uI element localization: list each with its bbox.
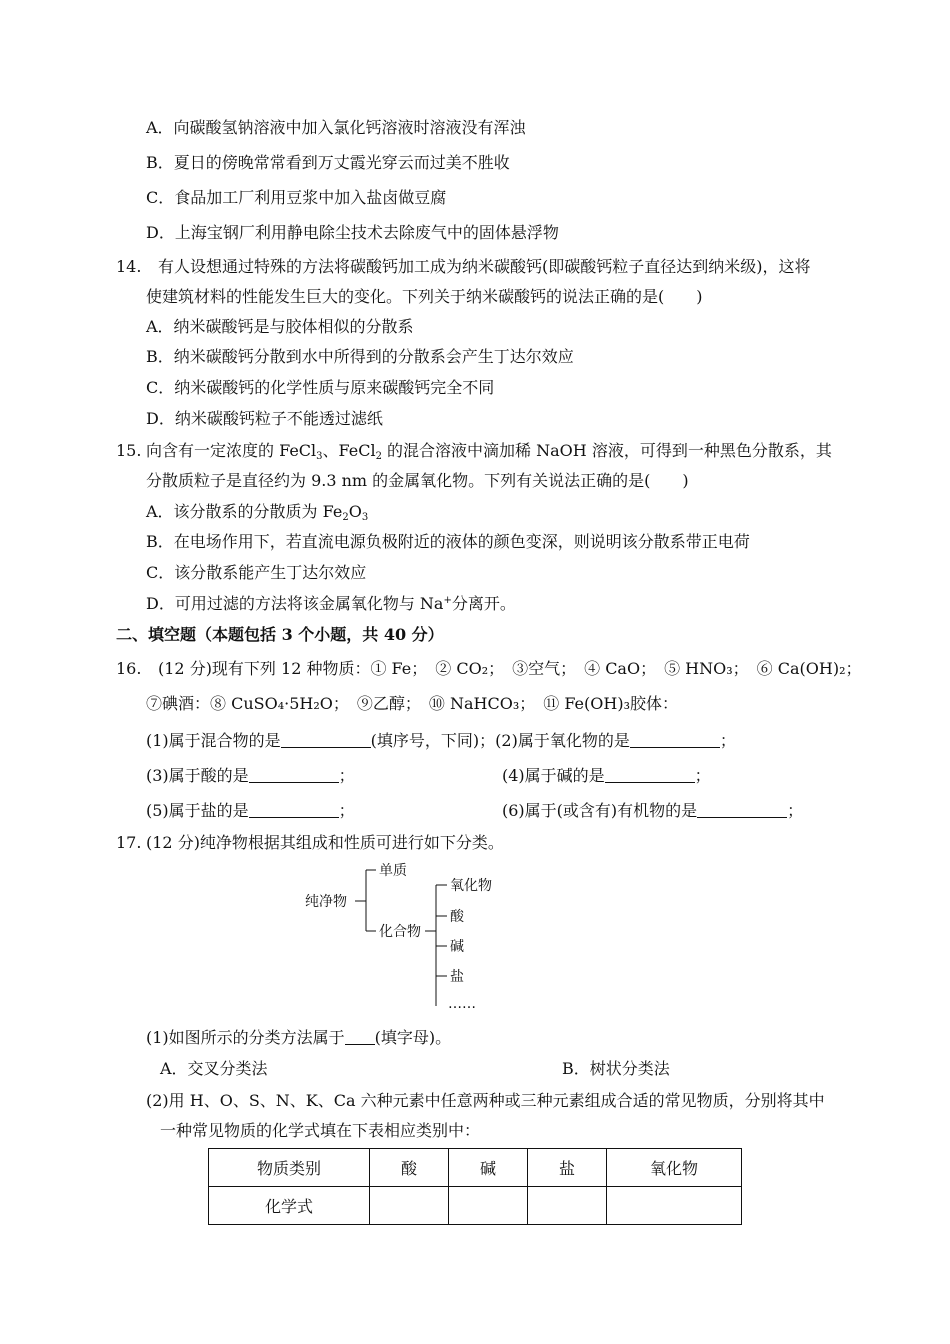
tree-leaf-oxide: 氧化物 <box>450 878 492 894</box>
q14-stem-line1: 有人设想通过特殊的方法将碳酸钙加工成为纳米碳酸钙(即碳酸钙粒子直径达到纳米级)，这将 <box>158 257 811 276</box>
q14-number: 14. <box>116 257 142 276</box>
table-cell-salt[interactable] <box>528 1187 607 1225</box>
q14-option-a: A．纳米碳酸钙是与胶体相似的分散系 <box>146 317 414 336</box>
answer-blank-7[interactable] <box>345 1028 375 1045</box>
q17-part2-line1: (2)用 H、O、S、N、K、Ca 六种元素中任意两种或三种元素组成合适的常见物质，分别将其中 <box>146 1091 825 1110</box>
table-header-base: 碱 <box>449 1149 528 1187</box>
section-title: 二、填空题（本题包括 3 个小题，共 40 分） <box>116 625 444 644</box>
q14-option-d: D．纳米碳酸钙粒子不能透过滤纸 <box>146 409 383 428</box>
q14-stem-line2: 使建筑材料的性能发生巨大的变化。下列关于纳米碳酸钙的说法正确的是( ) <box>146 287 703 306</box>
q13-option-b: B．夏日的傍晚常常看到万丈霞光穿云而过美不胜收 <box>146 153 510 172</box>
answer-blank-6[interactable] <box>697 801 787 818</box>
q15-option-c: C．该分散系能产生丁达尔效应 <box>146 563 367 582</box>
answer-blank-5[interactable] <box>249 801 339 818</box>
tree-leaf-salt: 盐 <box>450 969 464 985</box>
q15-option-a: A．该分散系的分散质为 $Fe_2O_3$ <box>146 502 369 523</box>
classification-tree-diagram <box>300 858 520 1018</box>
q13-option-c: C．食品加工厂利用豆浆中加入盐卤做豆腐 <box>146 188 447 207</box>
tree-leaf-acid: 酸 <box>450 909 464 925</box>
tree-leaf-base: 碱 <box>450 939 464 955</box>
q13-option-d: D．上海宝钢厂利用静电除尘技术去除废气中的固体悬浮物 <box>146 223 559 242</box>
table-cell-base[interactable] <box>449 1187 528 1225</box>
table-header-row <box>209 1149 742 1187</box>
q16-substances-line2: ⑦碘酒：⑧ CuSO₄·5H₂O； ⑨乙醇； ⑩ NaHCO₃； ⑪ Fe(OH)₃胶体： <box>146 694 678 713</box>
tree-branch-elements: 单质 <box>379 863 407 879</box>
table-header-acid: 酸 <box>370 1149 449 1187</box>
answer-blank-2[interactable] <box>630 731 720 748</box>
table-row <box>209 1187 742 1225</box>
q16-part1: (1)属于混合物的是 (填序号，下同)；(2)属于氧化物的是 ； <box>146 731 736 750</box>
q15-option-b: B．在电场作用下，若直流电源负极附近的液体的颜色变深，则说明该分散系带正电荷 <box>146 532 750 551</box>
classification-table <box>208 1148 742 1225</box>
q16-substances-line1: (12 分)现有下列 12 种物质：① Fe； ② CO₂； ③空气； ④ CaO； ⑤ HNO₃； ⑥ Ca(OH)₂； <box>158 659 862 678</box>
answer-blank-4[interactable] <box>605 766 695 783</box>
table-cell-acid[interactable] <box>370 1187 449 1225</box>
tree-leaf-etc: …… <box>448 996 476 1012</box>
q16-part4: (4)属于碱的是 ； <box>502 766 711 785</box>
table-header-oxide: 氧化物 <box>607 1149 742 1187</box>
q15-stem-line1: 向含有一定浓度的 FeCl$_3$、FeCl$_2$ 的混合溶液中滴加稀 NaOH 溶液，可得到一种黑色分散系，其 <box>146 441 832 462</box>
table-header-category: 物质类别 <box>209 1149 370 1187</box>
q15-number: 15. <box>116 441 142 460</box>
q15-stem-line2: 分散质粒子是直径约为 9.3 nm 的金属氧化物。下列有关说法正确的是( ) <box>146 471 689 490</box>
q17-stem: (12 分)纯净物根据其组成和性质可进行如下分类。 <box>146 833 504 852</box>
answer-blank-3[interactable] <box>249 766 339 783</box>
q16-part5: (5)属于盐的是 ； <box>146 801 355 820</box>
q13-option-a: A．向碳酸氢钠溶液中加入氯化钙溶液时溶液没有浑浊 <box>146 118 526 137</box>
answer-blank-1[interactable] <box>281 731 371 748</box>
tree-root: 纯净物 <box>305 894 347 910</box>
table-header-salt: 盐 <box>528 1149 607 1187</box>
q14-option-b: B．纳米碳酸钙分散到水中所得到的分散系会产生丁达尔效应 <box>146 347 574 366</box>
q17-number: 17. <box>116 833 142 852</box>
q16-number: 16. <box>116 659 142 678</box>
q14-option-c: C．纳米碳酸钙的化学性质与原来碳酸钙完全不同 <box>146 378 495 397</box>
q17-part2-line2: 一种常见物质的化学式填在下表相应类别中： <box>160 1121 481 1140</box>
q17-option-b: B．树状分类法 <box>562 1059 670 1078</box>
tree-branch-compounds: 化合物 <box>379 924 421 940</box>
table-cell-oxide[interactable] <box>607 1187 742 1225</box>
q16-part3: (3)属于酸的是 ； <box>146 766 355 785</box>
q17-option-a: A．交叉分类法 <box>160 1059 268 1078</box>
q17-part1: (1)如图所示的分类方法属于 (填字母)。 <box>146 1028 452 1047</box>
q16-part6: (6)属于(或含有)有机物的是 ； <box>502 801 804 820</box>
q15-option-d: D．可用过滤的方法将该金属氧化物与 Na+分离开。 <box>146 594 516 613</box>
table-row-label: 化学式 <box>209 1187 370 1225</box>
